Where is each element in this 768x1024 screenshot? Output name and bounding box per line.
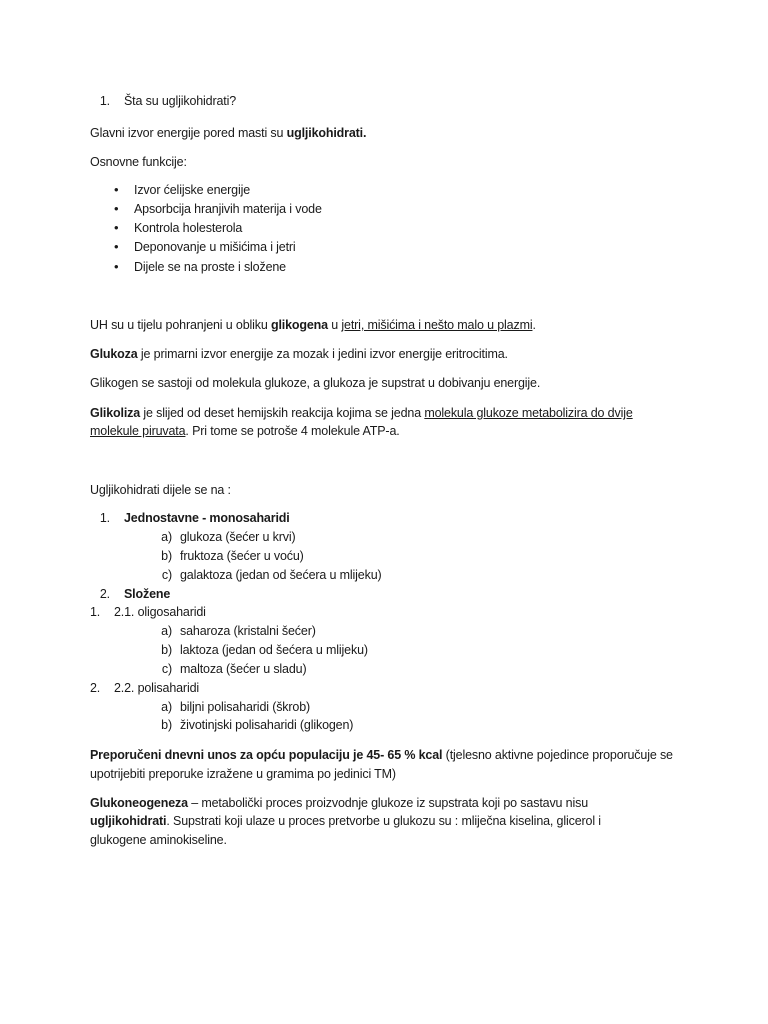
bullet-item: • Kontrola holesterola — [114, 220, 243, 235]
gluconeogenesis-paragraph-line3: glukogene aminokiseline. — [90, 833, 227, 847]
gluconeogenesis-paragraph-line1: Glukoneogeneza – metabolički proces proizvodnje glukoze iz supstrata koji po sastavu nisu — [90, 796, 588, 810]
storage-paragraph: UH su u tijelu pohranjeni u obliku glikogena u jetri, mišićima i nešto malo u plazmi. — [90, 318, 536, 332]
list-item: b) životinjski polisaharidi (glikogen) — [161, 718, 354, 732]
bullet-icon: • — [114, 201, 119, 216]
list-item: b) fruktoza (šećer u voću) — [161, 549, 304, 563]
bullet-icon: • — [114, 182, 119, 197]
intro-paragraph: Glavni izvor energije pored masti su ugljikohidrati. — [90, 126, 367, 140]
page-title: 1. Šta su ugljikohidrati? — [99, 94, 237, 108]
bullet-icon: • — [114, 259, 119, 274]
intake-paragraph-line2: upotrijebiti preporuke izražene u gramima po jedinici TM) — [90, 767, 396, 781]
functions-heading: Osnovne funkcije: — [90, 155, 187, 169]
bullet-item: • Dijele se na proste i složene — [114, 259, 286, 274]
oligosaccharides-heading: 1. 2.1. oligosaharidi — [90, 605, 206, 619]
bullet-icon: • — [114, 220, 119, 235]
list-item: a) saharoza (kristalni šećer) — [161, 624, 316, 638]
glucose-paragraph: Glukoza je primarni izvor energije za mozak i jedini izvor energije eritrocitima. — [90, 347, 508, 361]
list-item: c) galaktoza (jedan od šećera u mlijeku) — [161, 568, 382, 582]
bullet-item: • Izvor ćelijske energije — [114, 182, 251, 197]
list-item: a) glukoza (šećer u krvi) — [161, 530, 296, 544]
complex-carbs-heading: 2. Složene — [99, 587, 171, 601]
simple-carbs-heading: 1. Jednostavne - monosaharidi — [99, 511, 290, 525]
divisions-heading: Ugljikohidrati dijele se na : — [90, 483, 231, 497]
glycolysis-paragraph-line2: molekule piruvata. Pri tome se potroše 4 molekule ATP-a. — [90, 424, 400, 438]
polysaccharides-heading: 2. 2.2. polisaharidi — [90, 681, 200, 695]
bullet-item: • Apsorbcija hranjivih materija i vode — [114, 201, 322, 216]
glycolysis-paragraph-line1: Glikoliza je slijed od deset hemijskih reakcija kojima se jedna molekula glukoze metabolizira do dvije — [90, 406, 633, 420]
list-item: c) maltoza (šećer u sladu) — [161, 662, 307, 676]
gluconeogenesis-paragraph-line2: ugljikohidrati. Supstrati koji ulaze u proces pretvorbe u glukozu su : mliječna kiselina, glicerol i — [90, 814, 601, 828]
intake-paragraph-line1: Preporučeni dnevni unos za opću populaciju je 45- 65 % kcal (tjelesno aktivne pojedince proporučuje se — [90, 748, 673, 762]
bullet-item: • Deponovanje u mišićima i jetri — [114, 239, 296, 254]
glycogen-paragraph: Glikogen se sastoji od molekula glukoze, a glukoza je supstrat u dobivanju energije. — [90, 376, 541, 390]
list-item: b) laktoza (jedan od šećera u mlijeku) — [161, 643, 368, 657]
bullet-icon: • — [114, 239, 119, 254]
list-item: a) biljni polisaharidi (škrob) — [161, 700, 311, 714]
